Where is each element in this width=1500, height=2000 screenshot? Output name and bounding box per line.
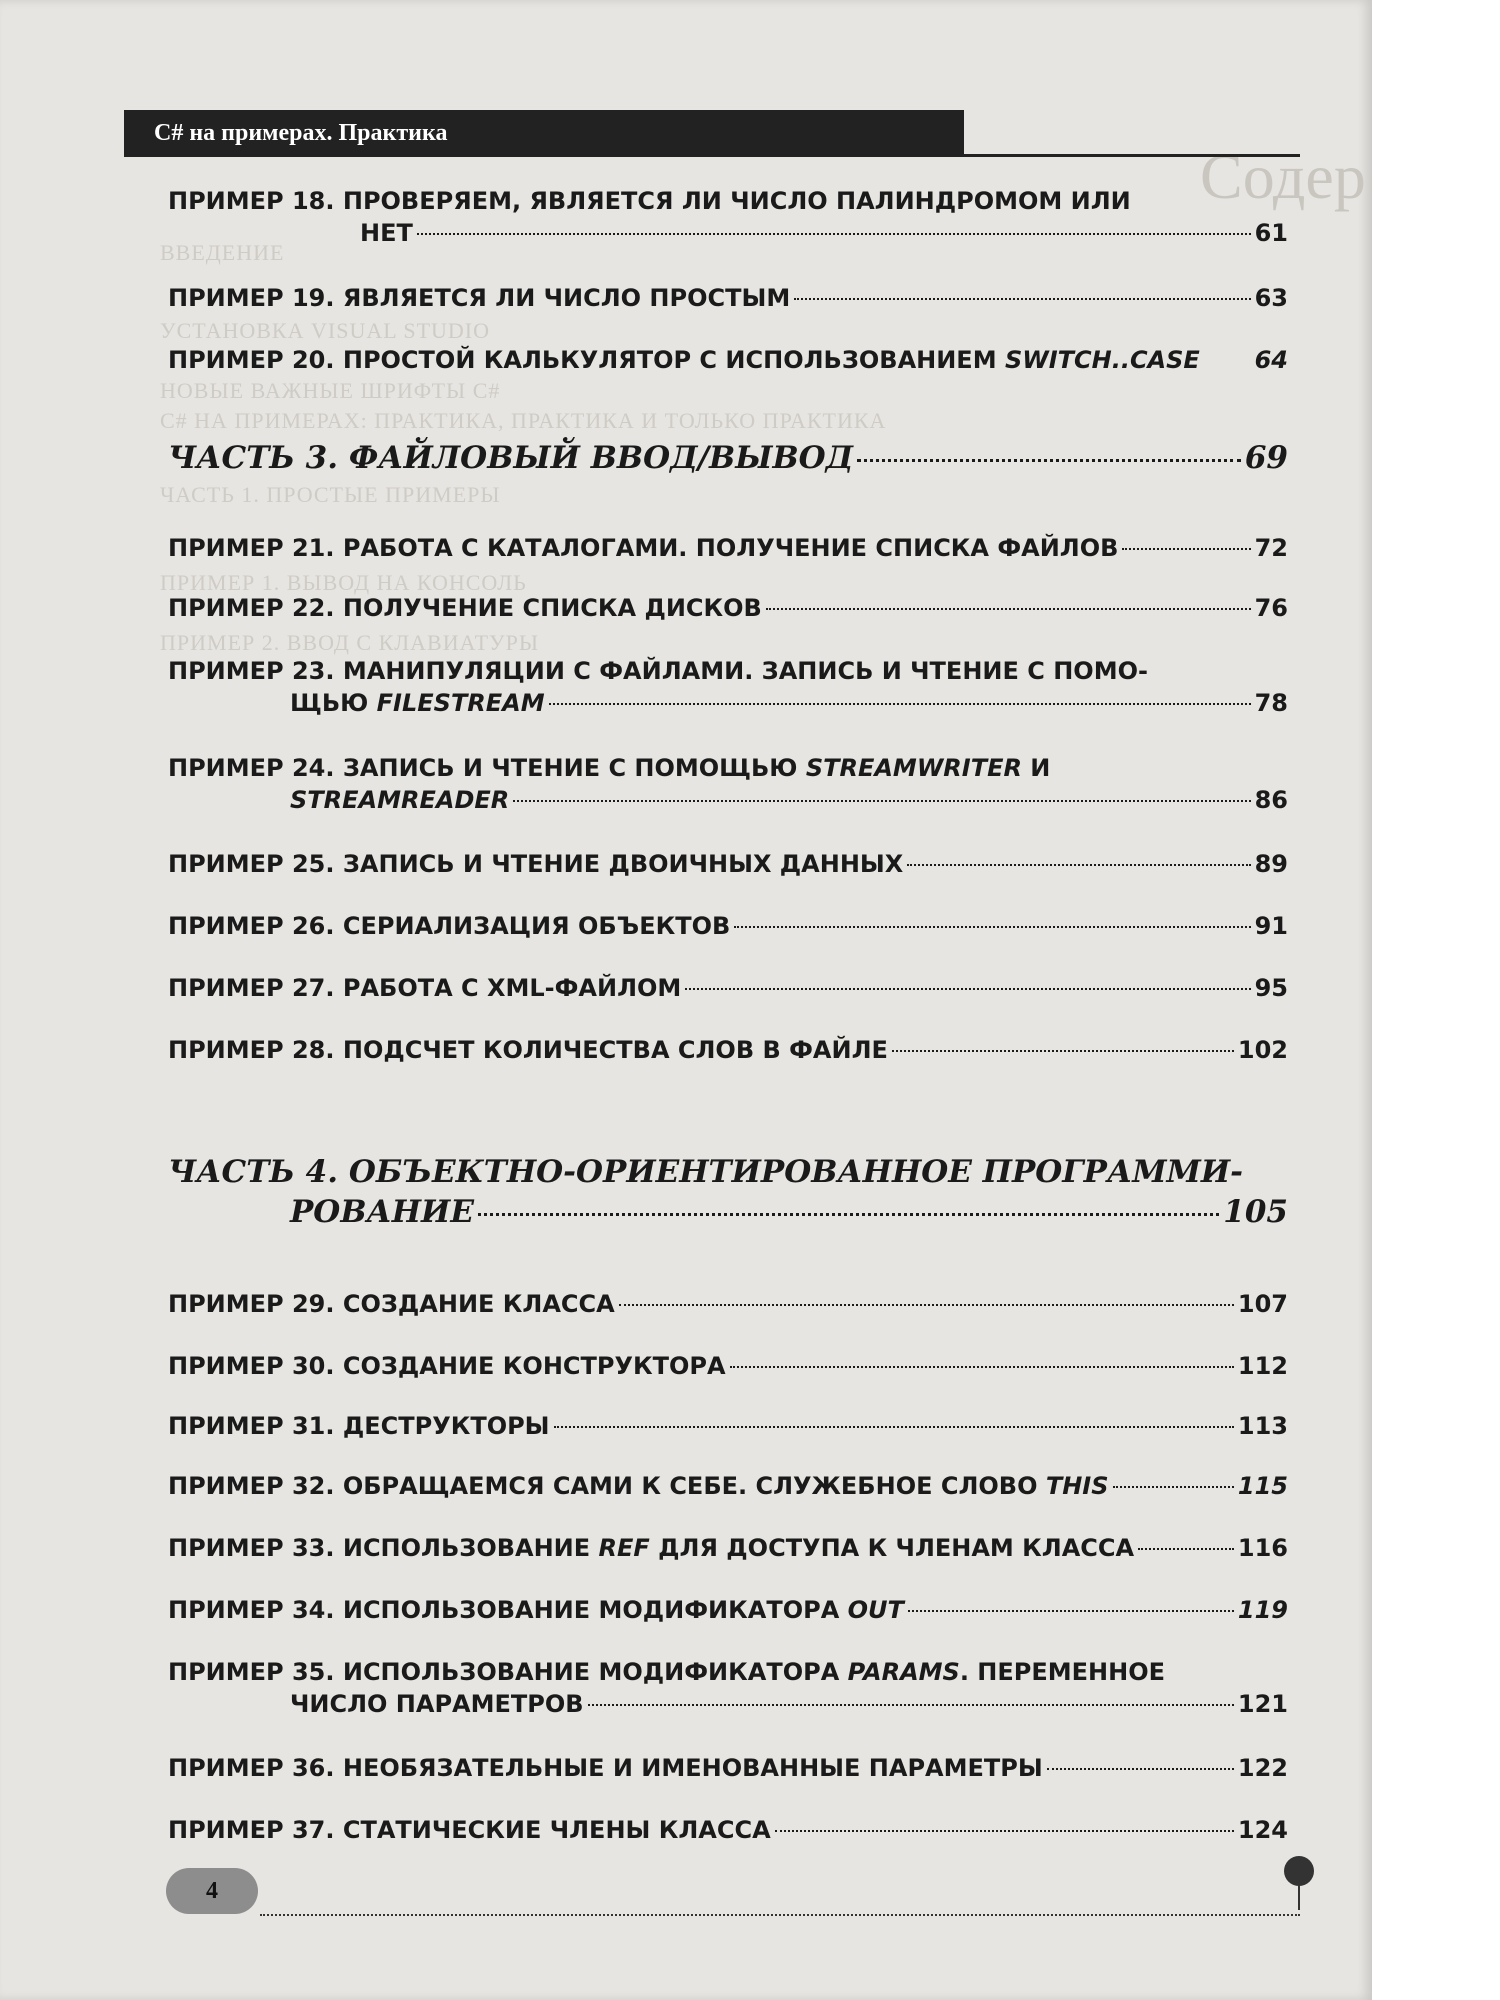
toc-title: ПРИМЕР 28. ПОДСЧЕТ КОЛИЧЕСТВА СЛОВ В ФАЙЛЕ	[168, 1036, 888, 1064]
toc-title: ЧАСТЬ 3. ФАЙЛОВЫЙ ВВОД/ВЫВОД	[168, 440, 854, 476]
dot-leader	[907, 864, 1250, 866]
toc-title-line: . ПЕРЕМЕННОЕ	[959, 1658, 1166, 1686]
dot-leader	[549, 703, 1251, 705]
toc-entry-29[interactable]	[168, 1288, 1288, 1320]
keyword: THIS	[1045, 1472, 1109, 1500]
toc-title: ПРИМЕР 19. ЯВЛЯЕТСЯ ЛИ ЧИСЛО ПРОСТЫМ	[168, 284, 791, 312]
toc-title-line: ПРИМЕР 18. ПРОВЕРЯЕМ, ЯВЛЯЕТСЯ ЛИ ЧИСЛО ПАЛИНДРОМОМ ИЛИ	[168, 187, 1131, 215]
toc-title: ПРИМЕР 36. НЕОБЯЗАТЕЛЬНЫЕ И ИМЕНОВАННЫЕ ПАРАМЕТРЫ	[168, 1754, 1043, 1782]
page-number: 86	[1254, 786, 1288, 814]
ghost-title: Содер	[1200, 141, 1366, 212]
toc-title-line: ПРИМЕР 35. ИСПОЛЬЗОВАНИЕ МОДИФИКАТОРА	[168, 1658, 848, 1686]
toc-part-4[interactable]	[168, 1152, 1288, 1232]
ghost-line: УСТАНОВКА VISUAL STUDIO	[160, 318, 491, 343]
page-number: 63	[1254, 284, 1288, 312]
toc-title: ПРИМЕР 29. СОЗДАНИЕ КЛАССА	[168, 1290, 615, 1318]
toc-title: ПРИМЕР 34. ИСПОЛЬЗОВАНИЕ МОДИФИКАТОРА	[168, 1596, 848, 1624]
page-number: 91	[1254, 912, 1288, 940]
toc-title-line: РОВАНИЕ	[290, 1194, 474, 1230]
book-title: C# на примерах. Практика	[154, 120, 448, 146]
toc-entry-28[interactable]	[168, 1034, 1288, 1066]
toc-entry-36[interactable]	[168, 1752, 1288, 1784]
toc-entry-37[interactable]	[168, 1814, 1288, 1846]
page-number: 122	[1237, 1754, 1288, 1782]
toc-entry-35[interactable]	[168, 1656, 1288, 1720]
page-number: 72	[1254, 534, 1288, 562]
toc-title: ПРИМЕР 31. ДЕСТРУКТОРЫ	[168, 1412, 550, 1440]
toc-entry-32[interactable]	[168, 1470, 1288, 1502]
toc-title-line: ЩЬЮ	[290, 689, 377, 717]
page-number: 64	[1254, 346, 1288, 374]
page-number: 124	[1237, 1816, 1288, 1844]
ghost-line: ВВЕДЕНИЕ	[160, 240, 285, 265]
dot-leader	[794, 298, 1250, 300]
toc-entry-20[interactable]	[168, 344, 1288, 376]
keyword: OUT	[847, 1596, 904, 1624]
page-number: 107	[1237, 1290, 1288, 1318]
dot-leader	[775, 1830, 1234, 1832]
toc-entry-31[interactable]	[168, 1410, 1288, 1442]
dot-leader	[619, 1304, 1234, 1306]
ghost-line: НОВЫЕ ВАЖНЫЕ ШРИФТЫ C#	[160, 378, 501, 403]
page-number: 102	[1237, 1036, 1288, 1064]
ghost-line: C# НА ПРИМЕРАХ: ПРАКТИКА, ПРАКТИКА И ТОЛЬКО ПРАКТИКА	[160, 408, 887, 433]
toc-title: ПРИМЕР 27. РАБОТА С XML-ФАЙЛОМ	[168, 974, 682, 1002]
toc-entry-27[interactable]	[168, 972, 1288, 1004]
footer-rule	[260, 1914, 1300, 1916]
dot-leader	[588, 1704, 1234, 1706]
dot-leader	[908, 1610, 1234, 1612]
toc-title-line: ПРИМЕР 23. МАНИПУЛЯЦИИ С ФАЙЛАМИ. ЗАПИСЬ И ЧТЕНИЕ С ПОМО-	[168, 657, 1148, 685]
keyword: STREAMWRITER	[805, 754, 1022, 782]
dot-leader	[1047, 1768, 1234, 1770]
toc-title-line: НЕТ	[360, 219, 413, 247]
toc-title: ПРИМЕР 25. ЗАПИСЬ И ЧТЕНИЕ ДВОИЧНЫХ ДАННЫХ	[168, 850, 904, 878]
toc-title-line: ЧИСЛО ПАРАМЕТРОВ	[290, 1690, 584, 1718]
keyword: PARAMS	[847, 1658, 960, 1686]
page-number: 115	[1237, 1472, 1288, 1500]
toc-entry-23[interactable]	[168, 655, 1288, 719]
toc-part-3[interactable]	[168, 438, 1288, 478]
toc-title: ПРИМЕР 21. РАБОТА С КАТАЛОГАМИ. ПОЛУЧЕНИЕ СПИСКА ФАЙЛОВ	[168, 534, 1119, 562]
keyword: SWITCH..CASE	[1004, 346, 1200, 374]
page-number: 61	[1254, 219, 1288, 247]
page-number: 69	[1244, 440, 1288, 476]
dot-leader	[766, 608, 1251, 610]
footer-dot-ornament	[1284, 1856, 1314, 1886]
keyword: REF	[598, 1534, 650, 1562]
toc-title: ПРИМЕР 32. ОБРАЩАЕМСЯ САМИ К СЕБЕ. СЛУЖЕБНОЕ СЛОВО	[168, 1472, 1046, 1500]
toc-title: ПРИМЕР 30. СОЗДАНИЕ КОНСТРУКТОРА	[168, 1352, 726, 1380]
toc-entry-24[interactable]	[168, 752, 1288, 816]
toc-title: ПРИМЕР 22. ПОЛУЧЕНИЕ СПИСКА ДИСКОВ	[168, 594, 762, 622]
toc-entry-19[interactable]	[168, 282, 1288, 314]
page-number: 78	[1254, 689, 1288, 717]
toc-title: ПРИМЕР 20. ПРОСТОЙ КАЛЬКУЛЯТОР С ИСПОЛЬЗОВАНИЕМ	[168, 346, 1005, 374]
ghost-line: ЧАСТЬ 1. ПРОСТЫЕ ПРИМЕРЫ	[160, 482, 501, 507]
footer-ornament-stem	[1298, 1884, 1300, 1910]
page-number: 119	[1237, 1596, 1288, 1624]
toc-entry-21[interactable]	[168, 532, 1288, 564]
toc-title: ПРИМЕР 26. СЕРИАЛИЗАЦИЯ ОБЪЕКТОВ	[168, 912, 731, 940]
toc-title: ДЛЯ ДОСТУПА К ЧЛЕНАМ КЛАССА	[649, 1534, 1135, 1562]
toc-entry-25[interactable]	[168, 848, 1288, 880]
dot-leader	[1122, 548, 1250, 550]
keyword: STREAMREADER	[290, 786, 510, 814]
toc-title-line: ПРИМЕР 24. ЗАПИСЬ И ЧТЕНИЕ С ПОМОЩЬЮ	[168, 754, 806, 782]
dot-leader	[478, 1213, 1219, 1216]
footer-page-number: 4	[166, 1868, 258, 1914]
running-header	[124, 110, 964, 156]
toc-title: ПРИМЕР 33. ИСПОЛЬЗОВАНИЕ	[168, 1534, 599, 1562]
page-number: 95	[1254, 974, 1288, 1002]
dot-leader	[554, 1426, 1234, 1428]
ghost-line: ПРИМЕР 2. ВВОД С КЛАВИАТУРЫ	[160, 630, 539, 655]
ghost-line: ПРИМЕР 1. ВЫВОД НА КОНСОЛЬ	[160, 570, 527, 595]
toc-entry-18[interactable]	[168, 185, 1288, 249]
toc-entry-33[interactable]	[168, 1532, 1288, 1564]
dot-leader	[1113, 1486, 1234, 1488]
page-number: 89	[1254, 850, 1288, 878]
page-number: 113	[1237, 1412, 1288, 1440]
page-number: 112	[1237, 1352, 1288, 1380]
toc-entry-34[interactable]	[168, 1594, 1288, 1626]
keyword: FILESTREAM	[376, 689, 545, 717]
toc-title: ПРИМЕР 37. СТАТИЧЕСКИЕ ЧЛЕНЫ КЛАССА	[168, 1816, 771, 1844]
dot-leader	[734, 926, 1250, 928]
toc-title-line: И	[1021, 754, 1051, 782]
toc-title-line: ЧАСТЬ 4. ОБЪЕКТНО-ОРИЕНТИРОВАННОЕ ПРОГРАММИ-	[168, 1154, 1244, 1190]
toc-entry-30[interactable]	[168, 1350, 1288, 1382]
page-number: 116	[1237, 1534, 1288, 1562]
page-number: 121	[1237, 1690, 1288, 1718]
dot-leader	[513, 800, 1250, 802]
dot-leader	[417, 233, 1251, 235]
dot-leader	[730, 1366, 1234, 1368]
dot-leader	[857, 459, 1241, 462]
toc-entry-26[interactable]	[168, 910, 1288, 942]
page-number: 105	[1223, 1194, 1288, 1230]
dot-leader	[892, 1050, 1234, 1052]
page-number: 76	[1254, 594, 1288, 622]
dot-leader	[685, 988, 1250, 990]
header-rule	[124, 154, 1300, 157]
toc-entry-22[interactable]	[168, 592, 1288, 624]
dot-leader	[1138, 1548, 1234, 1550]
